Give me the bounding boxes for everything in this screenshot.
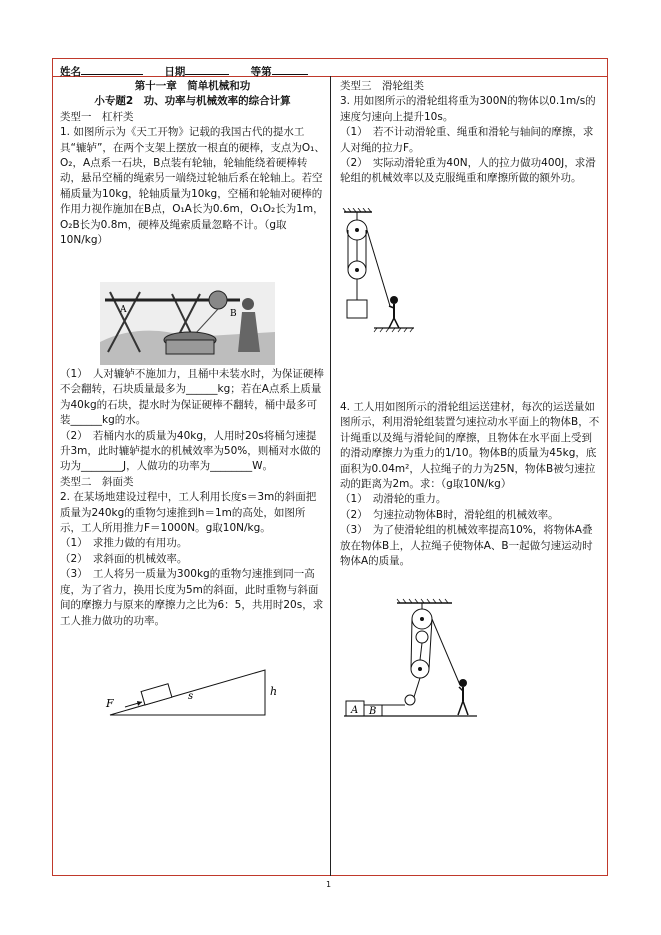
- type3-heading: 类型三 滑轮组类: [340, 80, 424, 92]
- question-2-part-1: （1） 求推力做的有用功。: [60, 537, 188, 550]
- type1-heading: 类型一 杠杆类: [60, 110, 134, 123]
- windlass-illustration: [100, 282, 275, 365]
- left-column-lower: [60, 367, 325, 629]
- fig1-label-A: A: [120, 305, 127, 315]
- pulley-diagram-1: [342, 208, 442, 333]
- chapter-title: 第十一章 简单机械和功: [134, 80, 251, 92]
- question-1-part-2: （2） 若桶内水的质量为40kg，人用时20s将桶匀速提升3m，此时辘轳提水的机械效率为50%，则桶对水做的功为________J，人做功的功率为________W。: [60, 429, 321, 473]
- header-row: [60, 64, 308, 79]
- question-3: 3. 用如图所示的滑轮组将重为300N的物体以0.1m/s的速度匀速向上提升10s。: [340, 95, 596, 123]
- fig2-label-F: F: [106, 697, 114, 710]
- column-divider: [330, 76, 331, 876]
- question-3-part-1: （1） 若不计动滑轮重、绳重和滑轮与轴间的摩擦，求人对绳的拉力F。: [340, 126, 594, 154]
- right-column-lower: [340, 400, 602, 569]
- question-1-part-1: （1） 人对辘轳不施加力，且桶中未装水时，为保证硬棒不会翻转，石块质量最多为______kg；若在A点系上质量为40kg的石块，提水时为保证硬棒不翻转，桶中最多可装______kg的水。: [60, 368, 324, 427]
- question-2: 2. 在某场地建设过程中，工人利用长度s＝3m的斜面把质量为240kg的重物匀速推到h＝1m的高处，如图所示，工人所用推力F＝1000N。g取10N/kg。: [60, 491, 317, 535]
- page-number: 1: [326, 880, 332, 889]
- question-2-part-3: （3） 工人将另一质量为300kg的重物匀速推到同一高度，为了省力，换用长度为5m的斜面，此时重物与斜面间的摩擦力与原来的摩擦力之比为6：5，共用时20s，求工人推力做功的功率。: [60, 568, 324, 627]
- question-4-part-2: （2） 匀速拉动物体B时，滑轮组的机械效率。: [340, 508, 559, 521]
- pulley-diagram-2: [342, 597, 482, 722]
- grade-label: 等第: [250, 66, 272, 78]
- question-4-part-1: （1） 动滑轮的重力。: [340, 493, 447, 506]
- type2-heading: 类型二 斜面类: [60, 475, 134, 488]
- name-label: 姓名: [60, 66, 81, 78]
- question-4: 4. 工人用如图所示的滑轮组运送建材，每次的运送量如图所示，利用滑轮组装置匀速拉动水平面上的物体B，不计绳重以及绳与滑轮间的摩擦，且物体在水平面上受到的滑动摩擦力为重力的1/10。物体B的质量为45kg，底面积为0.04m²，人拉绳子的力为25N，物体B被匀速拉动的距离为2m。求：（g取10N/kg）: [340, 401, 600, 491]
- topic-title: 小专题2 功、功率与机械效率的综合计算: [94, 95, 291, 108]
- question-2-part-2: （2） 求斜面的机械效率。: [60, 552, 188, 565]
- fig4-label-A: A: [351, 705, 359, 716]
- incline-diagram: [100, 665, 290, 720]
- date-label: 日期: [164, 66, 186, 78]
- question-3-part-2: （2） 实际动滑轮重为40N，人的拉力做功400J，求滑轮组的机械效率以及克服绳重和摩擦所做的额外功。: [340, 157, 596, 185]
- right-column: [340, 79, 602, 187]
- fig2-label-s: s: [188, 691, 194, 702]
- question-4-part-3: （3） 为了使滑轮组的机械效率提高10%，将物体A叠放在物体B上，人拉绳子使物体A、B一起做匀速运动时物体A的质量。: [340, 524, 593, 568]
- fig1-label-B: B: [230, 309, 237, 319]
- fig4-label-B: B: [369, 706, 377, 717]
- question-1: 1. 如图所示为《天工开物》记载的我国古代的提水工具“辘轳”，在两个支架上摆放一根直的硬棒，支点为O₁、O₂，A点系一石块，B点装有轮轴，轮轴能绕着硬棒转动，悬吊空桶的绳索另一端绕过轮轴后系在轮轴上。若空桶质量为10kg，轮轴质量为10kg，空桶和轮轴对硬棒的作用力视作施加在B点，O₁A长为0.6m，O₁O₂长为1m，O₂B长为0.8m，硬棒及绳索质量忽略不计。（g取10N/kg）: [60, 126, 325, 247]
- left-column: [60, 79, 325, 248]
- fig2-label-h: h: [270, 685, 278, 698]
